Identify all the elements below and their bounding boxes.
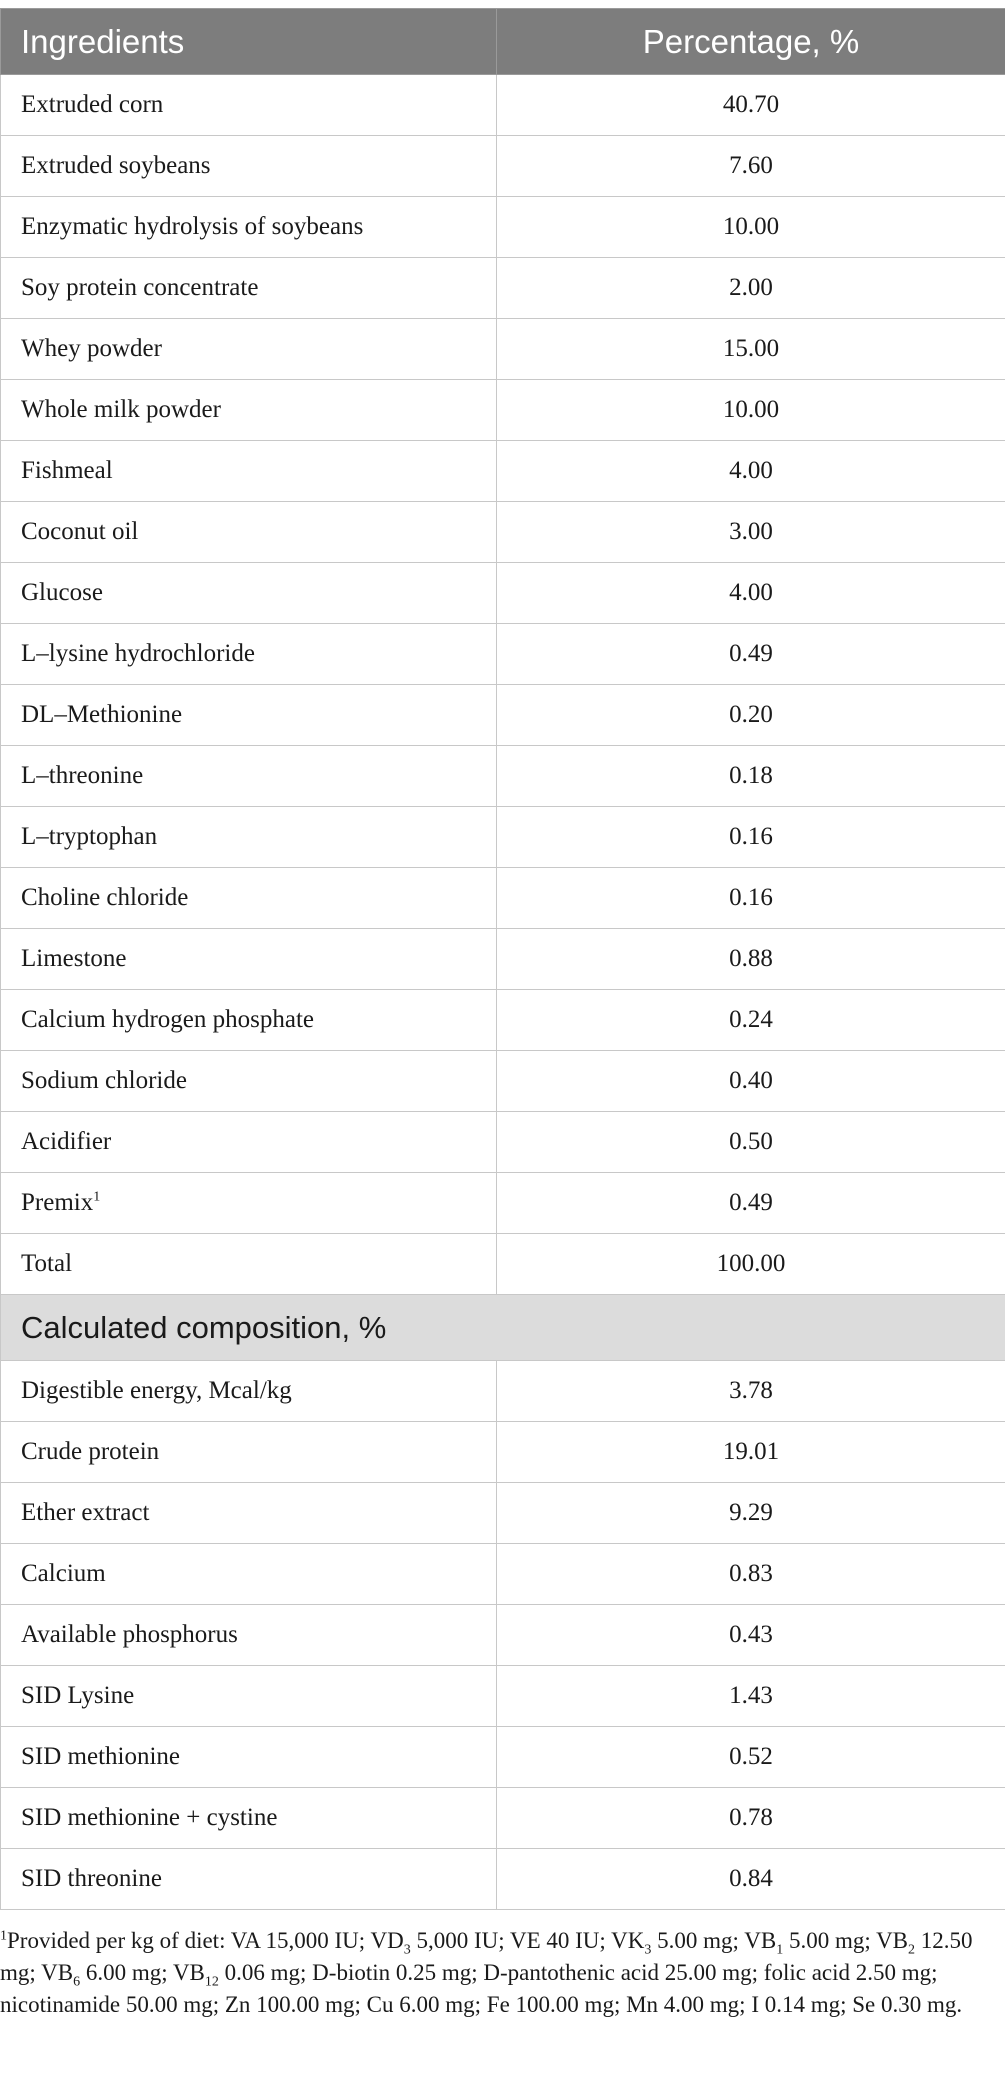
row-value: 0.50 [497,1112,1005,1173]
row-value: 0.16 [497,868,1005,929]
row-label [1,1234,497,1295]
table-row [1,502,1005,563]
table-row [1,1173,1005,1234]
footnote-segment: 0.06 mg; D-biotin 0.25 mg; D-pantothenic acid 25.00 mg; folic acid 2.50 mg; nicotinamide 50.00 mg; Zn 100.00 mg; Cu 6.00 mg; Fe 100.00 mg; Mn 4.00 mg; I 0.14 mg; Se 0.30 mg. [0,1960,963,2017]
table-row [1,807,1005,868]
row-value: 0.43 [497,1605,1005,1666]
footnote-segment: 12.50 mg; VB [0,1928,973,1985]
table-row [1,563,1005,624]
ingredients-body [1,75,1005,1295]
section-title: Calculated composition, % [1,1295,1005,1361]
row-value: 100.00 [497,1234,1005,1295]
composition-section [1,1295,1005,1361]
table-row [1,1051,1005,1112]
header-ingredients: Ingredients [1,9,497,75]
row-label-text: L–threonine [21,762,144,789]
table-row [1,319,1005,380]
table-row [1,441,1005,502]
footnote-segment: 5.00 mg; VB [651,1928,777,1953]
row-label-text: DL–Methionine [21,701,183,728]
row-label [1,746,497,807]
row-label [1,1173,497,1234]
table-row [1,990,1005,1051]
row-value: 7.60 [497,136,1005,197]
table-row [1,1361,1005,1422]
row-label [1,1112,497,1173]
table-row [1,1666,1005,1727]
row-label-text: Limestone [21,945,127,972]
row-value: 10.00 [497,197,1005,258]
table-row [1,197,1005,258]
footnote-subscript: 3 [403,1942,411,1958]
row-label [1,685,497,746]
row-label [1,380,497,441]
table-row [1,868,1005,929]
row-label [1,1544,497,1605]
row-value: 3.00 [497,502,1005,563]
row-label-text: Choline chloride [21,884,189,911]
row-label-text: Total [21,1250,73,1277]
row-label-text: Calcium [21,1560,106,1587]
table-row [1,1422,1005,1483]
row-value: 0.78 [497,1788,1005,1849]
table-row [1,685,1005,746]
row-value: 0.20 [497,685,1005,746]
table-row [1,1788,1005,1849]
row-label-text: SID methionine [21,1743,181,1770]
table-row [1,136,1005,197]
row-label-text: Crude protein [21,1438,160,1465]
row-label-text: SID methionine + cystine [21,1804,278,1831]
table-header [1,9,1005,75]
row-value: 0.49 [497,624,1005,685]
row-label-text: Fishmeal [21,457,113,484]
row-label [1,868,497,929]
table-row [1,258,1005,319]
row-value: 2.00 [497,258,1005,319]
row-value: 4.00 [497,563,1005,624]
footnote-marker: 1 [0,1928,7,1944]
row-label [1,1849,497,1910]
row-label-text: Soy protein concentrate [21,274,259,301]
row-label-text: Premix [21,1189,94,1216]
row-value: 15.00 [497,319,1005,380]
row-label-text: Available phosphorus [21,1621,238,1648]
footnote-subscript: 6 [73,1974,81,1990]
footnote-subscript: 2 [908,1942,916,1958]
row-value: 9.29 [497,1483,1005,1544]
row-label-text: Acidifier [21,1128,112,1155]
table-row [1,624,1005,685]
footnote-ref: 1 [93,1189,101,1205]
footnote-segment: Provided per kg of diet: VA 15,000 IU; VD [7,1928,404,1953]
row-label-text: Whey powder [21,335,162,362]
row-label [1,1483,497,1544]
row-value: 4.00 [497,441,1005,502]
row-label-text: Coconut oil [21,518,139,545]
table-row [1,1234,1005,1295]
footnote-subscript: 3 [644,1942,652,1958]
row-label-text: L–tryptophan [21,823,158,850]
footnote-subscript: 1 [776,1942,784,1958]
row-label [1,136,497,197]
table-row [1,1727,1005,1788]
row-label-text: Calcium hydrogen phosphate [21,1006,314,1033]
footnote-segment: 5,000 IU; VE 40 IU; VK [410,1928,645,1953]
row-label-text: L–lysine hydrochloride [21,640,255,667]
table-row [1,746,1005,807]
row-label [1,258,497,319]
row-value: 1.43 [497,1666,1005,1727]
row-label-text: Extruded corn [21,91,164,118]
row-label [1,990,497,1051]
section-row [1,1295,1005,1361]
row-label-text: Glucose [21,579,103,606]
table-row [1,1605,1005,1666]
row-label [1,319,497,380]
row-label [1,75,497,136]
table-row [1,1483,1005,1544]
footnote-segment: 5.00 mg; VB [783,1928,909,1953]
row-label-text: Extruded soybeans [21,152,211,179]
row-label-text: Enzymatic hydrolysis of soybeans [21,213,364,240]
table-row [1,1544,1005,1605]
row-label [1,1422,497,1483]
row-label-text: Whole milk powder [21,396,221,423]
diet-composition-table [0,8,1005,1910]
row-label-text: Digestible energy, Mcal/kg [21,1377,292,1404]
row-label [1,624,497,685]
row-label [1,1605,497,1666]
table-row [1,75,1005,136]
row-label [1,502,497,563]
row-value: 0.49 [497,1173,1005,1234]
row-label [1,929,497,990]
row-label [1,807,497,868]
row-value: 0.16 [497,807,1005,868]
row-value: 0.83 [497,1544,1005,1605]
row-label-text: Ether extract [21,1499,150,1526]
row-value: 0.24 [497,990,1005,1051]
row-value: 3.78 [497,1361,1005,1422]
row-value: 0.40 [497,1051,1005,1112]
row-label [1,197,497,258]
composition-body [1,1361,1005,1910]
row-label-text: Sodium chloride [21,1067,187,1094]
row-label [1,563,497,624]
row-value: 10.00 [497,380,1005,441]
table-row [1,1112,1005,1173]
row-label-text: SID Lysine [21,1682,135,1709]
row-label [1,1788,497,1849]
table-row [1,1849,1005,1910]
row-label [1,1361,497,1422]
row-label [1,1727,497,1788]
footnote-subscript: 12 [204,1974,219,1990]
row-value: 40.70 [497,75,1005,136]
row-label [1,441,497,502]
row-value: 0.52 [497,1727,1005,1788]
table-row [1,929,1005,990]
row-label [1,1051,497,1112]
row-value: 0.18 [497,746,1005,807]
header-row [1,9,1005,75]
footnote-text [0,1928,973,2017]
table-footnote [0,1925,1000,2021]
row-value: 19.01 [497,1422,1005,1483]
row-label-text: SID threonine [21,1865,162,1892]
row-value: 0.84 [497,1849,1005,1910]
footnote-segment: 6.00 mg; VB [80,1960,205,1985]
row-value: 0.88 [497,929,1005,990]
header-percentage: Percentage, % [497,9,1005,75]
table-row [1,380,1005,441]
row-label [1,1666,497,1727]
